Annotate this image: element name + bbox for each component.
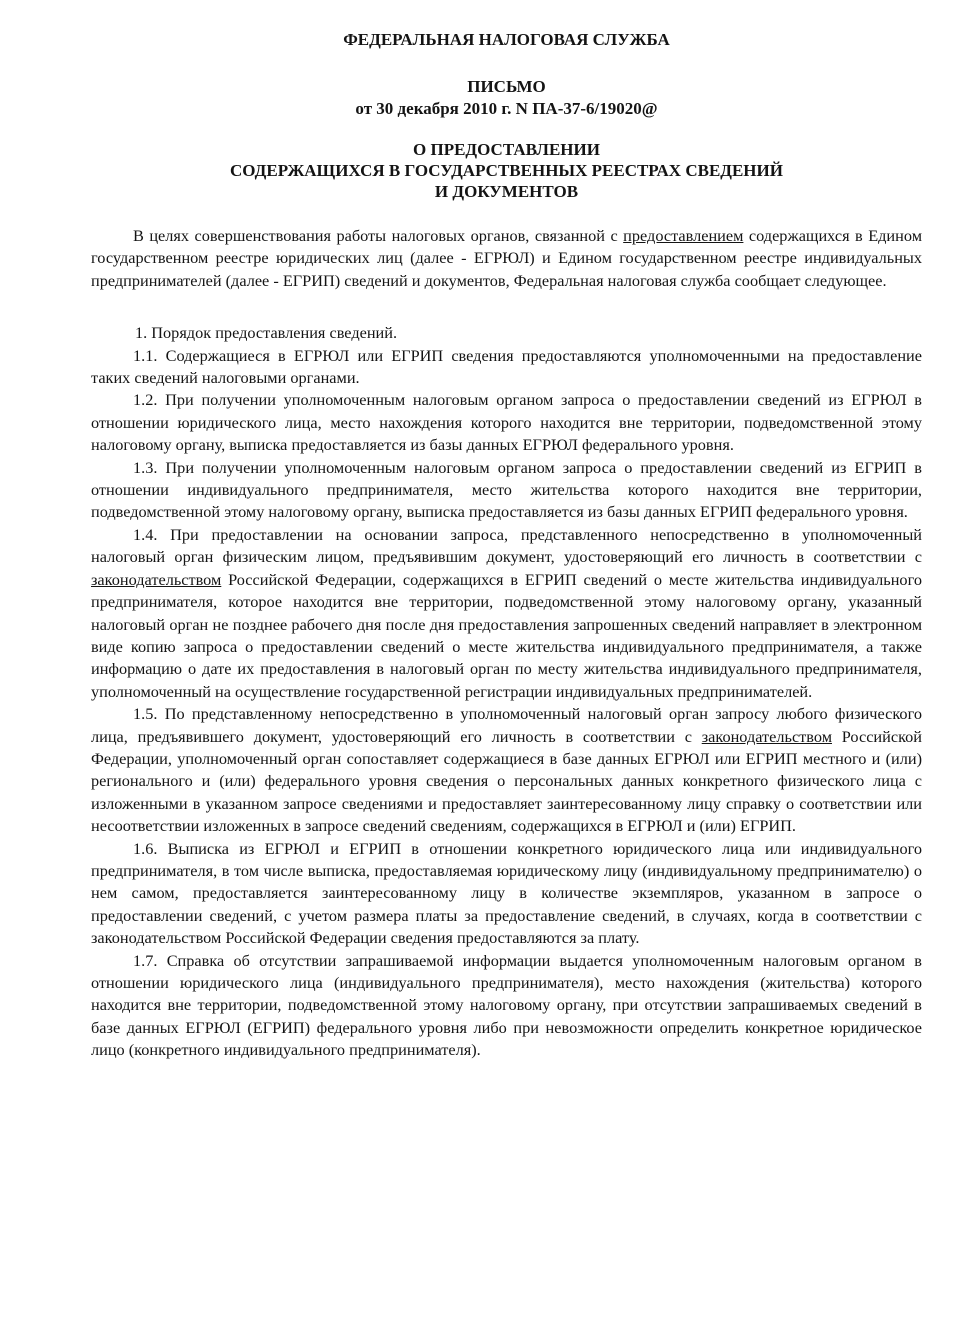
section-heading: 1. Порядок предоставления сведений. [135, 323, 398, 343]
subject-line: И ДОКУМЕНТОВ [434, 182, 579, 201]
paragraph-1-3: 1.3. При получении уполномоченным налоговым органом запроса о предоставлении сведений из ЕГРИП в отношении индивидуального предпринимателя, место жительства которого находится вне территории, подведомственной этому налоговому органу, выписка предоставляется из базы данных ЕГРИП федерального уровня. [91, 457, 922, 522]
intro-paragraph: В целях совершенствования работы налоговых органов, связанной с предоставлением содержащихся в Едином государственном реестре юридических лиц (далее - ЕГРЮЛ) и Едином государственном реестре индивидуальных предпринимателей (далее - ЕГРИП) сведений и документов, Федеральная налоговая служба сообщает следующее. [91, 226, 922, 290]
legislation-link[interactable]: законодательством [701, 726, 832, 746]
letter-label: ПИСЬМО [467, 77, 546, 96]
paragraph-1-4: 1.4. При предоставлении на основании запроса, представленного непосредственно в уполномоченный налоговый орган физическим лицом, предъявившим документ, удостоверяющий его личность в соответствии с законодательством Российской Федерации, содержащихся в ЕГРИП сведений о месте жительства индивидуального предпринимателя, которое находится вне территории, подведомственной этому налоговому органу, указанный налоговый орган не позднее рабочего дня после дня предоставления запрошенных сведений направляет в электронном виде копию запроса о предоставлении сведений о месте жительства индивидуального предпринимателя, а также информацию о дате их предоставления в налоговый орган по месту жительства индивидуального предпринимателя, уполномоченный на осуществление государственной регистрации индивидуальных предпринимателей. [91, 524, 922, 701]
agency-name: ФЕДЕРАЛЬНАЯ НАЛОГОВАЯ СЛУЖБА [343, 30, 670, 49]
legislation-link[interactable]: законодательством [91, 569, 222, 589]
paragraph-1-6: 1.6. Выписка из ЕГРЮЛ и ЕГРИП в отношении конкретного юридического лица или индивидуального предпринимателя, в том числе выписка, предоставляемая юридическому лицу (индивидуальному предпринимателю) о нем самом, предоставляется заинтересованному лицу в количестве экземпляров, указанном в запросе о предоставлении сведений, с учетом размера платы за предоставление сведений, в случаях, когда в соответствии с законодательством Российской Федерации сведения предоставляются за плату. [91, 838, 922, 948]
letter-date-number: от 30 декабря 2010 г. N ПА-37-6/19020@ [355, 99, 658, 118]
paragraph-1-2: 1.2. При получении уполномоченным налоговым органом запроса о предоставлении сведений из ЕГРЮЛ в отношении юридического лица, место нахождения которого находится вне территории, подведомственной этому налоговому органу, выписка предоставляется из базы данных ЕГРЮЛ федерального уровня. [91, 390, 922, 455]
subject-line: СОДЕРЖАЩИХСЯ В ГОСУДАРСТВЕННЫХ РЕЕСТРАХ СВЕДЕНИЙ [230, 161, 783, 180]
paragraph-1-7: 1.7. Справка об отсутствии запрашиваемой информации выдается уполномоченным налоговым органом в отношении юридического лица (индивидуального предпринимателя), место нахождения (жительства) которого находится вне территории, подведомственной этому налоговому органу, при отсутствии запрашиваемых сведений в базе данных ЕГРЮЛ (ЕГРИП) федерального уровня либо при невозможности определить конкретное юридическое лицо (конкретного индивидуального предпринимателя). [91, 950, 922, 1060]
provision-link[interactable]: предоставлением [623, 226, 744, 245]
letter-subject [91, 139, 922, 202]
subject-line: О ПРЕДОСТАВЛЕНИИ [413, 140, 600, 159]
paragraph-1-1: 1.1. Содержащиеся в ЕГРЮЛ или ЕГРИП сведения предоставляются уполномоченными на предоставление таких сведений налоговыми органами. [91, 345, 922, 388]
paragraph-1-5: 1.5. По представленному непосредственно в уполномоченный налоговый орган запросу любого физического лица, предъявившего документ, удостоверяющий его личность в соответствии с законодательством Российской Федерации, уполномоченный орган сопоставляет содержащиеся в базе данных ЕГРЮЛ или ЕГРИП местного и (или) регионального и (или) федерального уровня сведения о персональных данных конкретного физического лица с изложенными в указанном запросе сведениями и предоставляет заинтересованному лицу справку о соответствии или несоответствии изложенных в запросе сведений сведениям, содержащихся в ЕГРЮЛ и (или) ЕГРИП. [91, 704, 923, 836]
